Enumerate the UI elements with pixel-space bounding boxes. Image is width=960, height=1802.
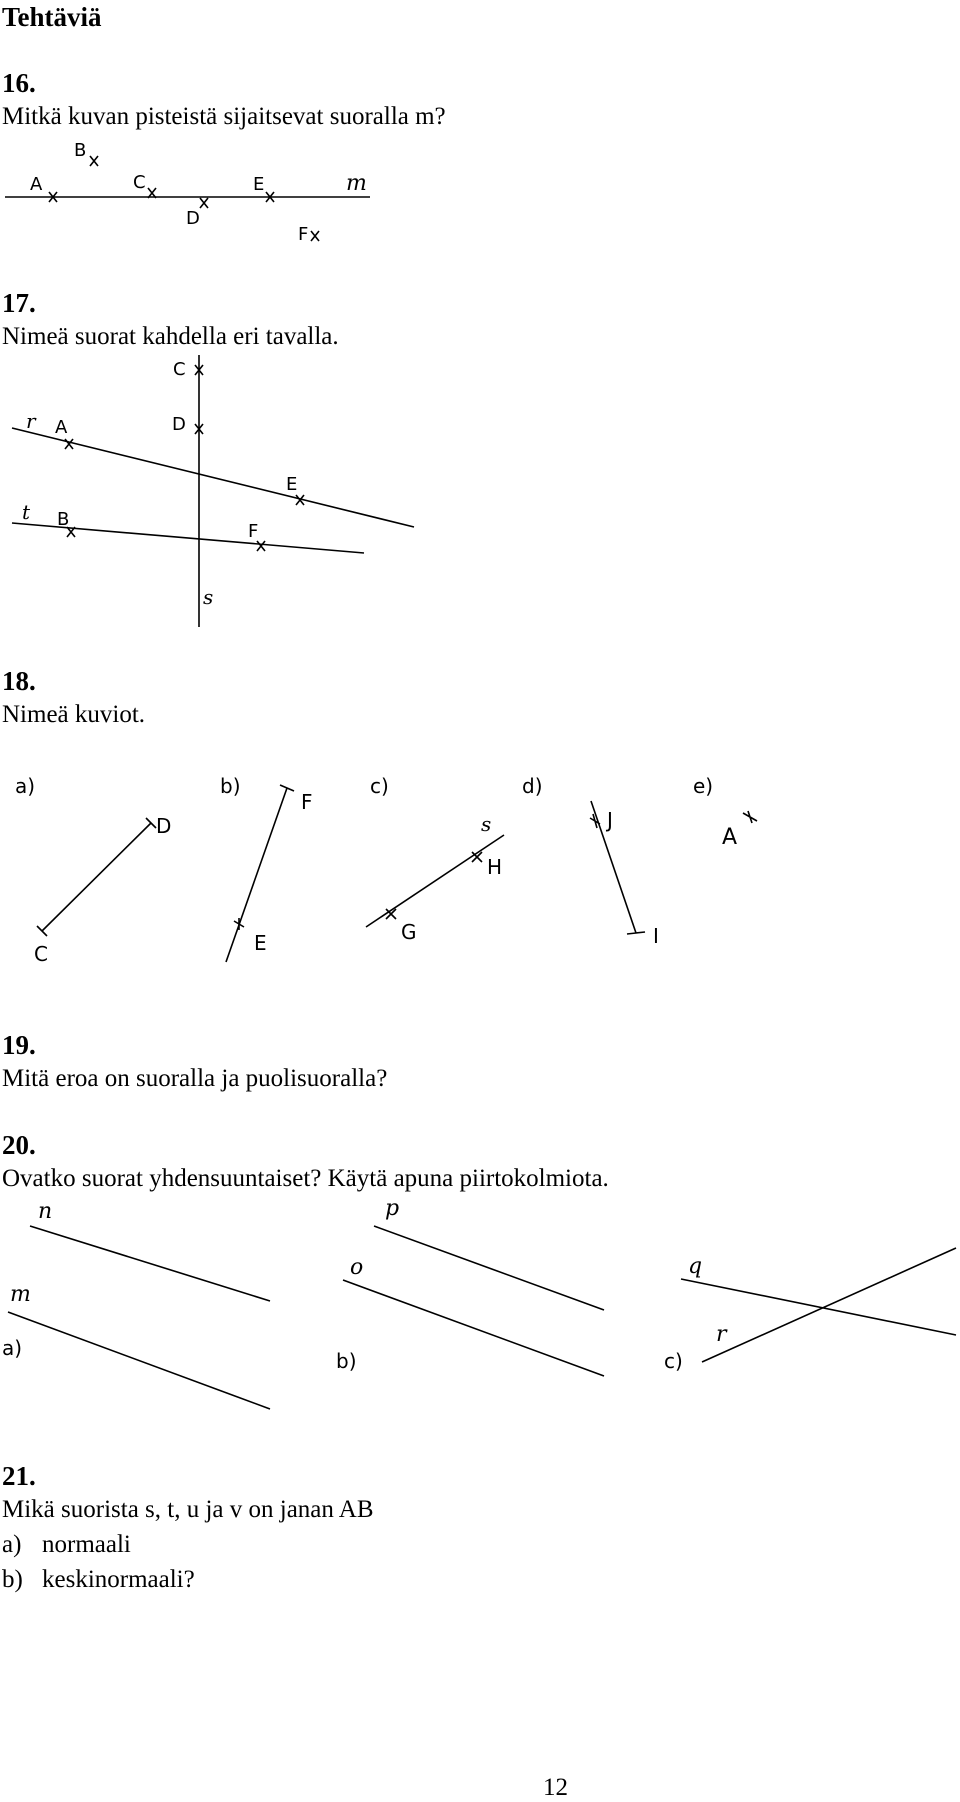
fig-c-label-r: r [716,1322,727,1347]
fig-b-label-p: p [385,1196,400,1221]
fig-a-tag: a) [2,1336,23,1360]
fig-a-label-n: n [38,1199,53,1224]
point-E-label: E [286,474,298,495]
task-17-number: 17. [2,288,36,318]
task-16-number: 16. [2,68,36,98]
task-19-number: 19. [2,1030,36,1060]
point-D-label: D [172,414,186,435]
line-o [343,1280,604,1376]
point-E-label: E [253,174,265,195]
fig-c-tag: c) [370,774,389,798]
fig-d-tag: d) [522,774,543,798]
fig-e-tag: e) [693,774,714,798]
fig-b-label-E: E [254,931,267,955]
fig-a-tag: a) [15,774,36,798]
fig-b-tag: b) [220,774,241,798]
line-m [8,1312,270,1409]
point-A-mark [743,811,757,823]
line-m-label: m [346,171,367,196]
task-17-figure [0,355,420,635]
fig-c-label-G: G [401,920,417,944]
point-B-label: B [57,509,70,530]
point-F-mark [311,231,319,241]
page-number: 12 [543,1774,568,1801]
task-17-question: Nimeä suorat kahdella eri tavalla. [2,323,339,350]
task-20-question: Ovatko suorat yhdensuuntaiset? Käytä apuna piirtokolmiota. [2,1165,609,1192]
fig-e-label-A: A [722,825,738,850]
point-A-label: A [30,174,43,195]
fig-c-tag: c) [664,1349,683,1373]
segment-CD [42,823,151,931]
point-B-mark [90,156,98,166]
task-18-number: 18. [2,666,36,696]
point-F-label: F [298,224,309,245]
segment-IJ [591,801,636,933]
point-D-label: D [186,208,200,229]
task-19-question: Mitä eroa on suoralla ja puolisuoralla? [2,1065,388,1092]
point-F-mark [257,541,265,551]
point-D-mark [200,198,208,208]
point-B-label: B [74,140,87,161]
fig-a-label-D: D [156,814,172,838]
task-16-figure [0,130,380,250]
fig-b-tag: b) [336,1349,357,1373]
line-r-label: r [26,409,36,433]
fig-c-label-q: q [688,1254,703,1279]
fig-b-label-F: F [301,790,313,814]
line-s-label: s [203,585,214,609]
task-18-figures [0,765,780,965]
fig-a-label-m: m [10,1282,31,1307]
point-F-label: F [248,521,259,542]
task-20-figures [0,1195,960,1415]
task-21-number: 21. [2,1461,36,1491]
line-n [30,1226,270,1301]
task-21-item-a-marker: a) [2,1531,22,1558]
task-21-item-b-marker: b) [2,1566,23,1593]
fig-c-label-H: H [487,855,503,879]
task-21-question: Mikä suorista s, t, u ja v on janan AB [2,1496,374,1523]
line-s [366,835,504,927]
line-t-label: t [22,500,31,524]
task-20-number: 20. [2,1130,36,1160]
fig-d-label-J: J [607,808,613,832]
page-heading: Tehtäviä [2,2,102,32]
point-C-label: C [133,172,146,193]
task-18-question: Nimeä kuviot. [2,701,146,728]
fig-b-label-o: o [350,1255,364,1280]
task-21-item-b-text: keskinormaali? [42,1566,195,1593]
point-C-label: C [173,359,186,380]
ray-EF-point-E [234,918,244,930]
point-A-label: A [55,417,68,438]
fig-d-label-I: I [653,924,659,948]
point-A-mark [65,439,73,449]
line-r [702,1248,956,1362]
segment-IJ-end-I [627,932,645,934]
fig-c-label-s: s [481,812,492,836]
task-21-item-a-text: normaali [42,1531,131,1558]
line-r [12,428,414,527]
fig-a-label-C: C [34,942,48,966]
line-p [374,1226,604,1310]
task-16-question: Mitkä kuvan pisteistä sijaitsevat suoralla m? [2,103,446,130]
